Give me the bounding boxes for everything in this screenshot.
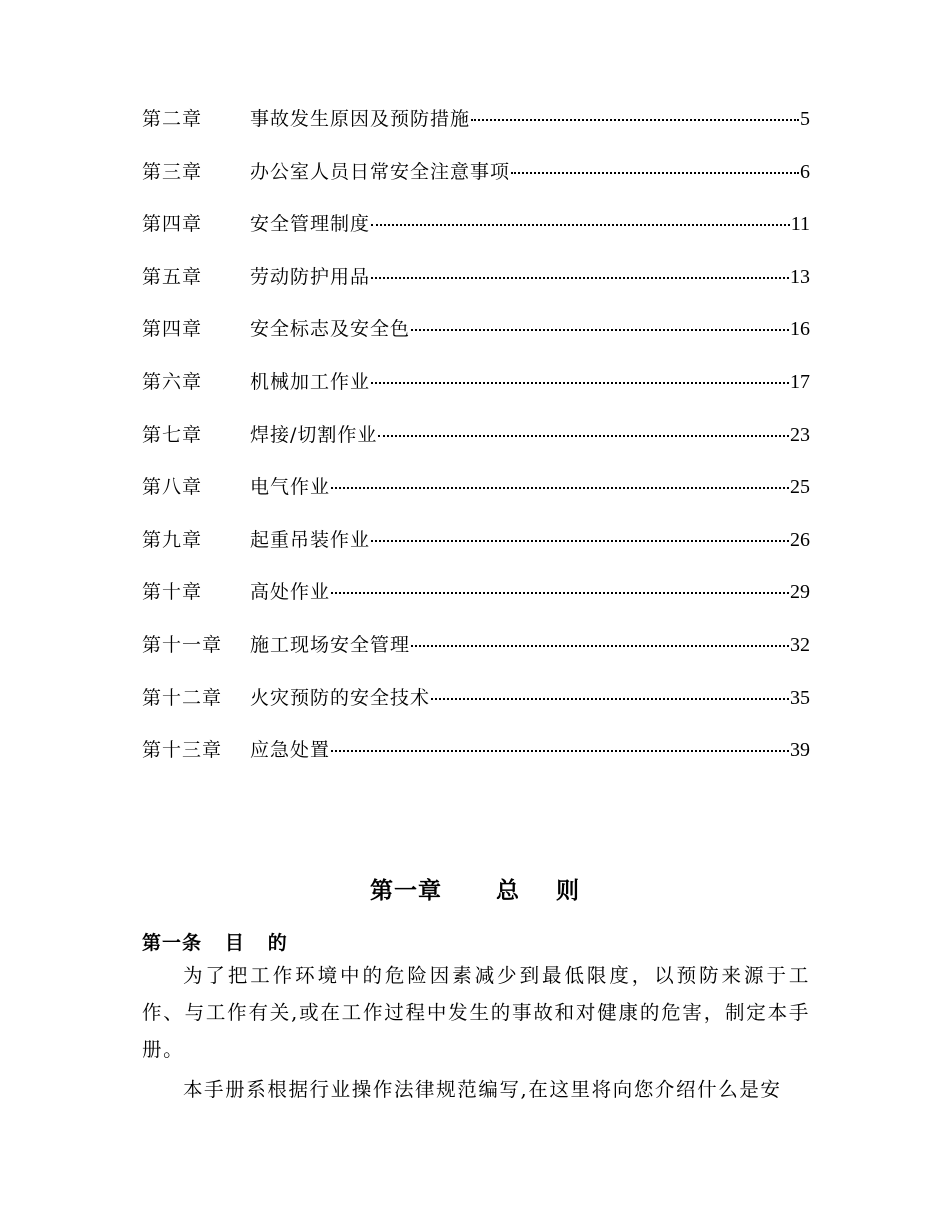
toc-leader-dots <box>371 277 789 279</box>
toc-entry[interactable] <box>142 209 810 262</box>
toc-chapter-number: 第九章 <box>142 528 203 551</box>
toc-chapter-number: 第十三章 <box>142 739 223 762</box>
toc-leader-dots <box>371 540 789 542</box>
toc-page-number: 5 <box>800 108 810 130</box>
toc-page-number: 11 <box>790 213 810 236</box>
body-paragraph: 为了把工作环境中的危险因素减少到最低限度，以预防来源于工作、与工作有关,或在工作过程中发生的事故和对健康的危害，制定本手册。 <box>142 964 810 1061</box>
toc-leader-dots <box>378 435 789 437</box>
toc-chapter-title: 机械加工作业 <box>250 370 371 393</box>
toc-chapter-title: 事故发生原因及预防措施 <box>250 108 471 130</box>
toc-entry[interactable] <box>142 262 810 315</box>
toc-chapter-number: 第三章 <box>142 160 203 183</box>
toc-page-number: 6 <box>800 160 810 183</box>
toc-leader-dots <box>371 224 790 226</box>
body-paragraph: 本手册系根据行业操作法律规范编写,在这里将向您介绍什么是安 <box>182 1078 782 1101</box>
toc-leader-dots <box>411 645 789 647</box>
toc-entry[interactable] <box>142 367 810 420</box>
toc-entry[interactable] <box>142 472 810 525</box>
toc-page-number: 23 <box>790 423 810 446</box>
article-heading: 第一条 目 的 <box>142 932 288 954</box>
toc-page-number: 13 <box>790 265 810 288</box>
toc-leader-dots <box>331 592 789 594</box>
toc-chapter-title: 电气作业 <box>250 476 331 499</box>
toc-entry[interactable] <box>142 630 810 683</box>
table-of-contents <box>142 104 810 788</box>
toc-entry[interactable] <box>142 420 810 473</box>
toc-entry[interactable] <box>142 157 810 210</box>
toc-entry[interactable] <box>142 577 810 630</box>
toc-page-number: 29 <box>790 581 810 604</box>
toc-chapter-number: 第二章 <box>142 108 203 130</box>
toc-chapter-number: 第八章 <box>142 476 203 499</box>
toc-chapter-title: 焊接/切割作业 <box>250 423 378 446</box>
toc-page-number: 26 <box>790 528 810 551</box>
toc-chapter-title: 高处作业 <box>250 581 331 604</box>
toc-page-number: 17 <box>790 370 810 393</box>
toc-chapter-number: 第六章 <box>142 370 203 393</box>
toc-chapter-number: 第七章 <box>142 423 203 446</box>
toc-chapter-title: 安全管理制度 <box>250 213 371 236</box>
toc-chapter-number: 第四章 <box>142 318 203 341</box>
toc-chapter-title: 劳动防护用品 <box>250 265 371 288</box>
toc-entry[interactable] <box>142 735 810 788</box>
toc-page-number: 35 <box>790 686 810 709</box>
toc-chapter-number: 第十章 <box>142 581 203 604</box>
toc-entry[interactable] <box>142 104 810 157</box>
toc-leader-dots <box>411 329 789 331</box>
toc-leader-dots <box>331 750 789 752</box>
toc-chapter-title: 办公室人员日常安全注意事项 <box>250 160 511 183</box>
toc-leader-dots <box>431 698 789 700</box>
toc-chapter-title: 施工现场安全管理 <box>250 633 411 656</box>
toc-chapter-number: 第四章 <box>142 213 203 236</box>
toc-chapter-number: 第五章 <box>142 265 203 288</box>
toc-chapter-title: 起重吊装作业 <box>250 528 371 551</box>
toc-entry[interactable] <box>142 525 810 578</box>
toc-chapter-number: 第十一章 <box>142 633 223 656</box>
toc-leader-dots <box>511 172 799 174</box>
toc-entry[interactable] <box>142 683 810 736</box>
toc-chapter-title: 火灾预防的安全技术 <box>250 686 431 709</box>
toc-chapter-title: 安全标志及安全色 <box>250 318 411 341</box>
toc-leader-dots <box>331 487 789 489</box>
toc-page-number: 39 <box>790 739 810 762</box>
toc-page-number: 16 <box>790 318 810 341</box>
toc-page-number: 32 <box>790 633 810 656</box>
toc-leader-dots <box>371 382 789 384</box>
toc-leader-dots <box>471 119 799 121</box>
chapter-heading: 第一章 总 则 <box>369 877 581 904</box>
toc-chapter-number: 第十二章 <box>142 686 223 709</box>
toc-entry[interactable] <box>142 314 810 367</box>
toc-chapter-title: 应急处置 <box>250 739 331 762</box>
toc-page-number: 25 <box>790 476 810 499</box>
